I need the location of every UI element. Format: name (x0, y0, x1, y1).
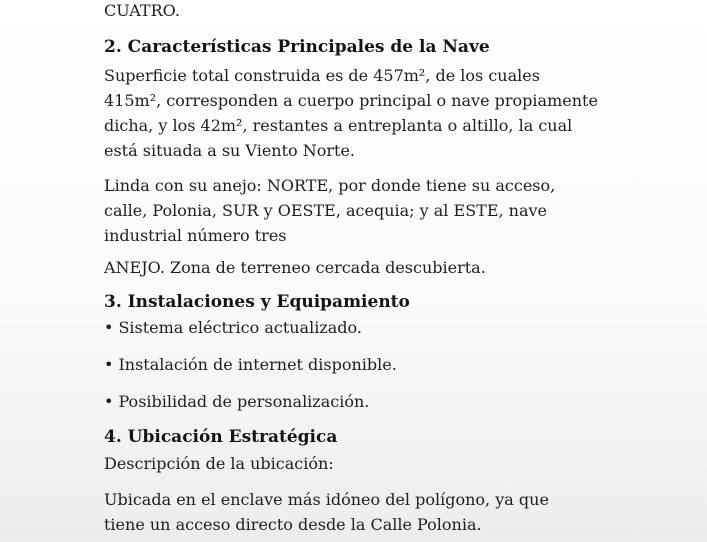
bullet-marker: • (104, 355, 114, 374)
paragraph-line: Linda con su anejo: NORTE, por donde tiene su acceso, (104, 176, 556, 195)
section-2-paragraph-1 (104, 63, 624, 163)
paragraph-line: industrial número tres (104, 226, 287, 245)
continued-text-line: CUATRO. (104, 1, 180, 20)
paragraph-line: Ubicada en el enclave más idóneo del polígono, ya que (104, 490, 549, 509)
paragraph-line: 415m², corresponden a cuerpo principal o nave propiamente (104, 91, 598, 110)
paragraph-line: Superficie total construida es de 457m², de los cuales (104, 66, 540, 85)
bullet-text: Posibilidad de personalización. (118, 392, 370, 411)
bullet-marker: • (104, 318, 114, 337)
paragraph-line: calle, Polonia, SUR y OESTE, acequia; y al ESTE, nave (104, 201, 548, 220)
paragraph-line: dicha, y los 42m², restantes a entreplanta o altillo, la cual (104, 116, 573, 135)
bullet-item (104, 354, 397, 376)
bullet-item (104, 317, 362, 339)
section-3-heading: 3. Instalaciones y Equipamiento (104, 292, 410, 312)
section-2-heading: 2. Características Principales de la Nave (104, 37, 490, 57)
section-4-paragraph (104, 487, 624, 537)
section-2-paragraph-2 (104, 173, 624, 248)
bullet-text: Sistema eléctrico actualizado. (118, 318, 362, 337)
section-4-subtitle: Descripción de la ubicación: (104, 454, 334, 473)
section-2-paragraph-3: ANEJO. Zona de terreneo cercada descubierta. (104, 258, 486, 277)
bullet-item (104, 391, 369, 413)
bullet-text: Instalación de internet disponible. (118, 355, 397, 374)
paragraph-line: está situada a su Viento Norte. (104, 141, 356, 160)
paragraph-line: tiene un acceso directo desde la Calle Polonia. (104, 515, 482, 534)
section-4-heading: 4. Ubicación Estratégica (104, 427, 338, 447)
bullet-marker: • (104, 392, 114, 411)
